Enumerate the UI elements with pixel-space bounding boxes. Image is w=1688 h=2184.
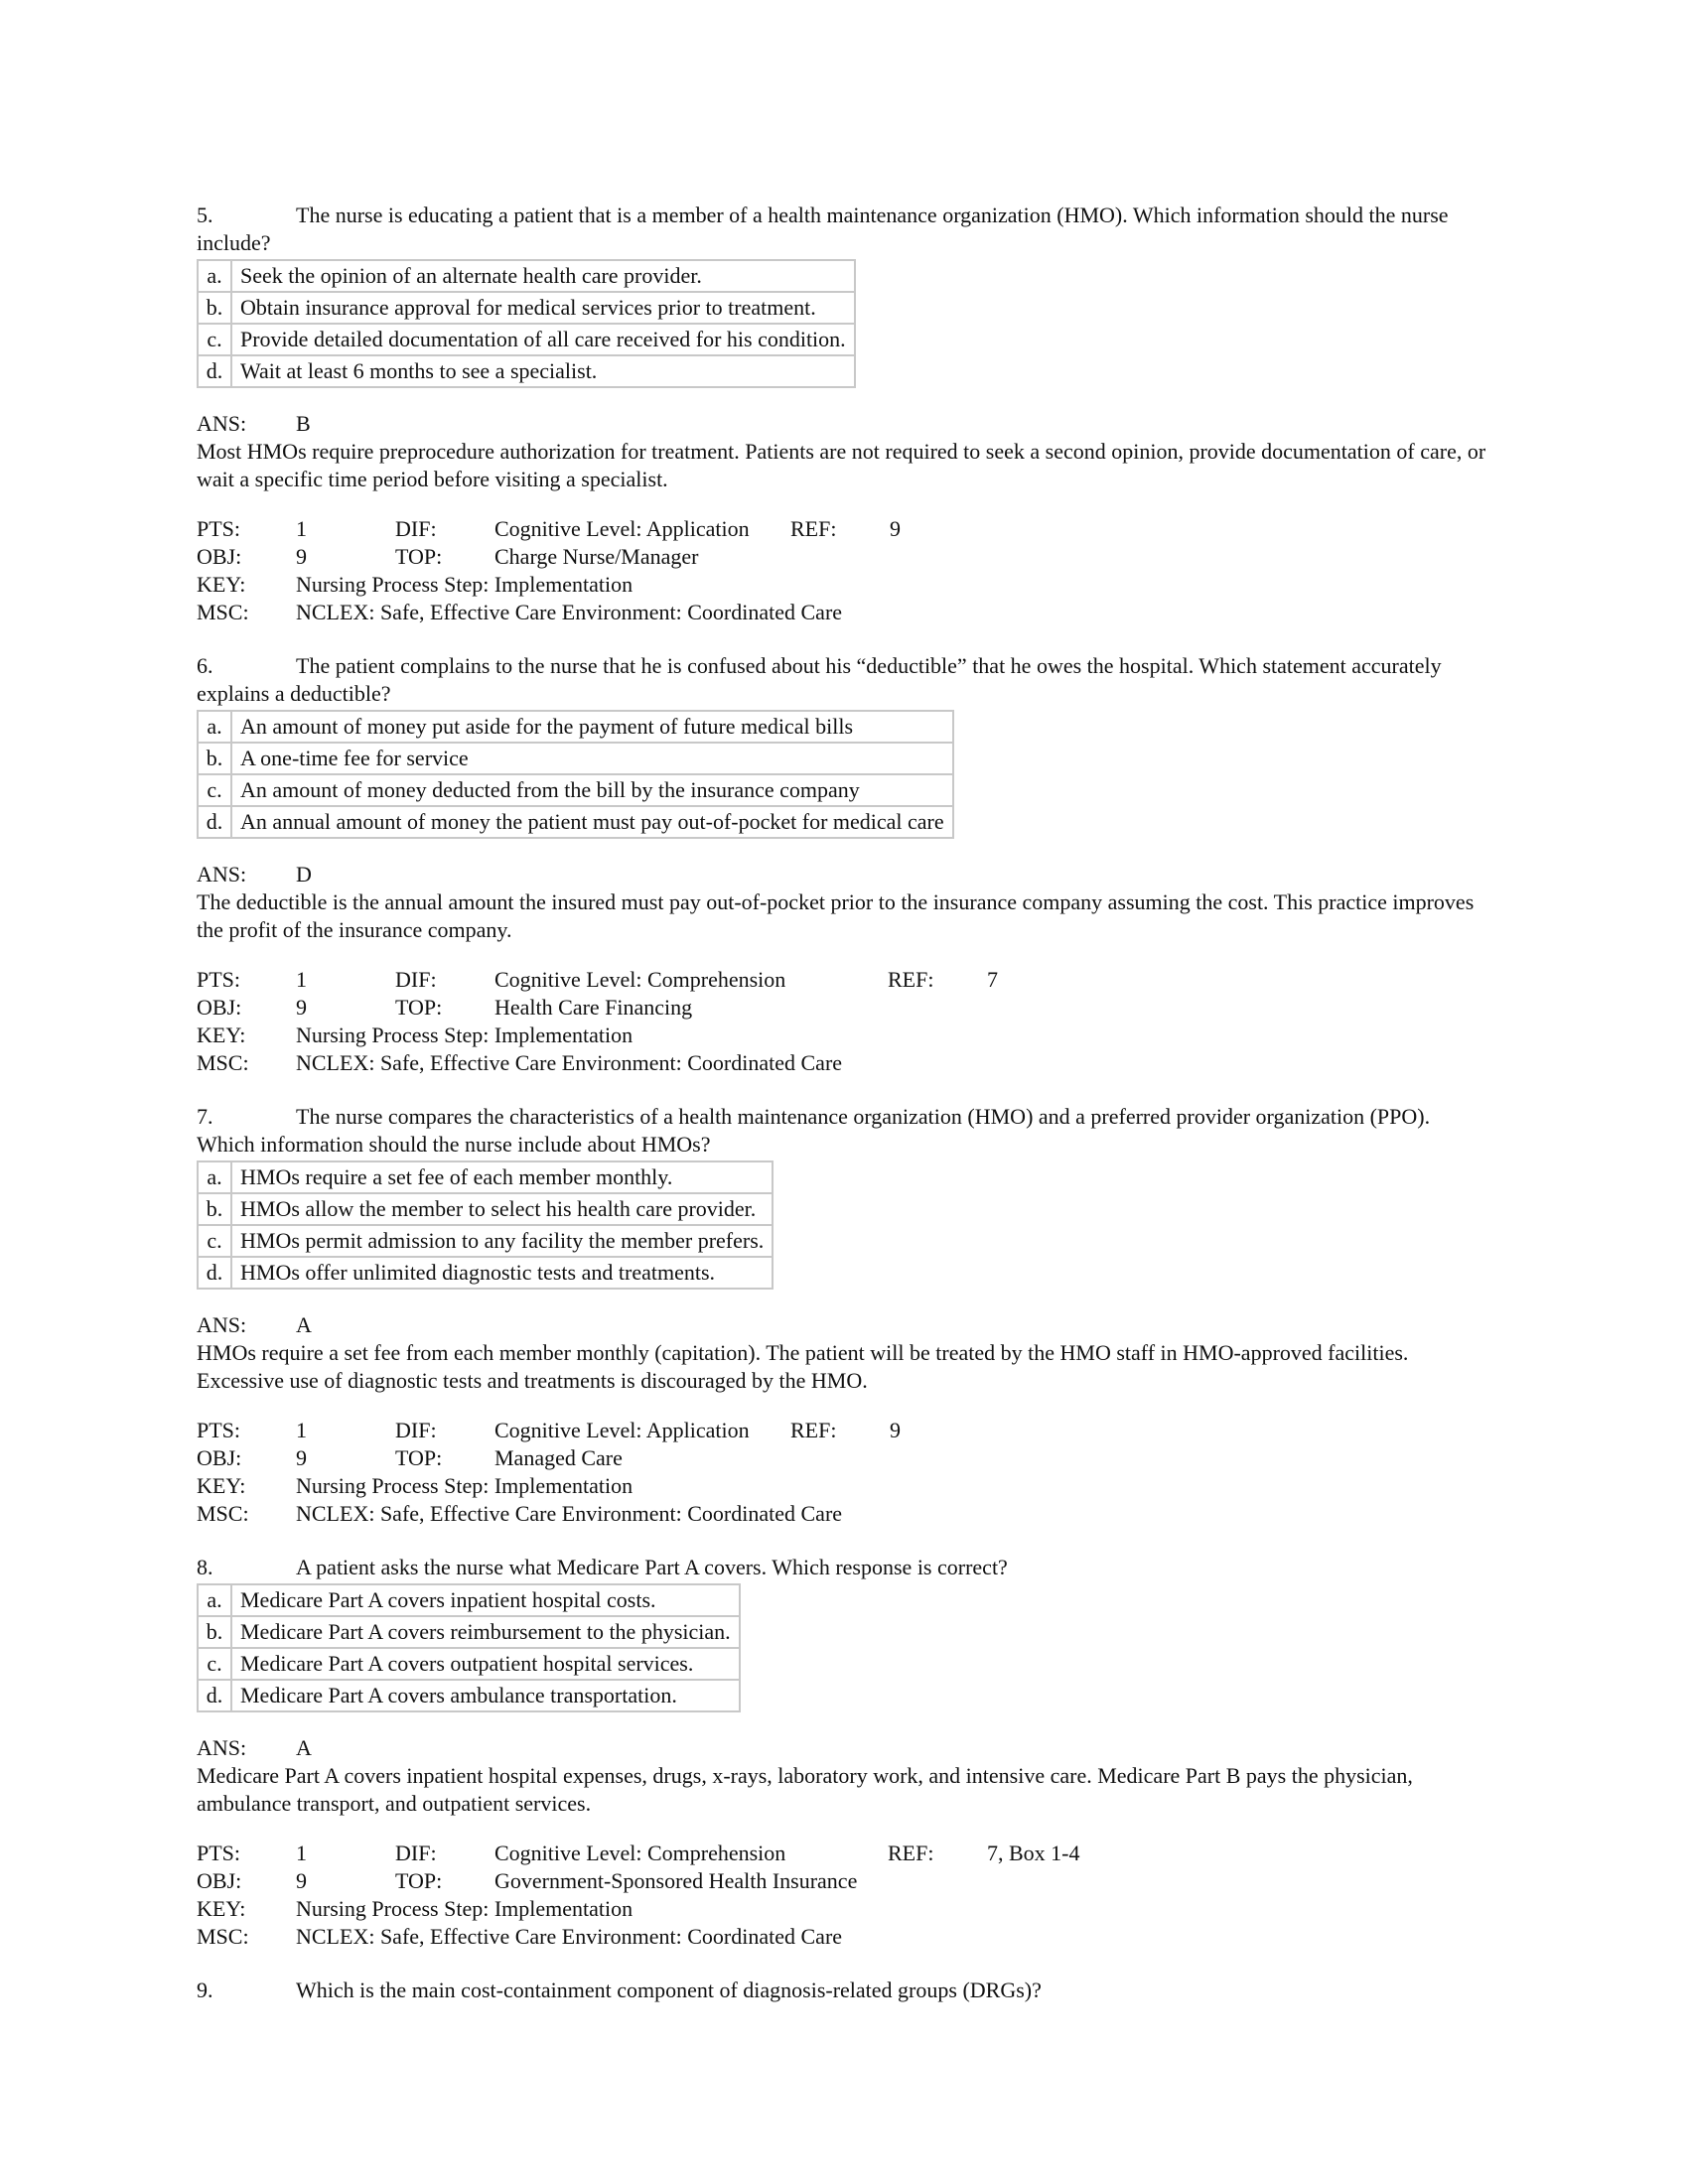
answer-letter: B bbox=[296, 411, 311, 436]
option-row bbox=[198, 1257, 773, 1289]
obj-value: 9 bbox=[296, 1868, 307, 1893]
ref-label: REF: bbox=[888, 967, 934, 992]
pts-value: 1 bbox=[296, 967, 307, 992]
question-7 bbox=[197, 1103, 1487, 1528]
dif-value: Cognitive Level: Comprehension bbox=[494, 967, 786, 992]
meta-row-obj bbox=[197, 1867, 1080, 1895]
obj-label: OBJ: bbox=[197, 1868, 242, 1893]
meta-row-key bbox=[197, 571, 901, 599]
dif-value: Cognitive Level: Application bbox=[494, 516, 750, 541]
rationale: The deductible is the annual amount the insured must pay out-of-pocket prior to the insurance company assuming the cost. This practice improves the profit of the insurance company. bbox=[197, 889, 1475, 942]
option-letter: c. bbox=[198, 774, 231, 806]
meta-row-obj bbox=[197, 994, 998, 1022]
pts-label: PTS: bbox=[197, 1418, 241, 1442]
top-value: Government-Sponsored Health Insurance bbox=[494, 1868, 858, 1893]
question-number: 7. bbox=[197, 1104, 213, 1129]
meta-row-key bbox=[197, 1472, 901, 1500]
pts-value: 1 bbox=[296, 1418, 307, 1442]
option-row bbox=[198, 1225, 773, 1257]
option-text: An amount of money deducted from the bill by the insurance company bbox=[231, 774, 953, 806]
msc-value: NCLEX: Safe, Effective Care Environment: Coordinated Care bbox=[296, 600, 843, 624]
meta-row-pts bbox=[197, 1840, 1080, 1867]
option-letter: b. bbox=[198, 743, 231, 774]
option-text: HMOs offer unlimited diagnostic tests and treatments. bbox=[231, 1257, 773, 1289]
meta-row-key bbox=[197, 1022, 998, 1049]
option-row bbox=[198, 324, 855, 355]
question-stem bbox=[197, 1103, 1487, 1159]
question-text: A patient asks the nurse what Medicare Part A covers. Which response is correct? bbox=[296, 1555, 1008, 1579]
ans-label: ANS: bbox=[197, 411, 247, 436]
key-label: KEY: bbox=[197, 1023, 246, 1047]
obj-value: 9 bbox=[296, 995, 307, 1020]
top-label: TOP: bbox=[395, 1445, 443, 1470]
answer-line bbox=[197, 861, 1487, 888]
rationale: HMOs require a set fee from each member monthly (capitation). The patient will be treated by the HMO staff in HMO-approved facilities. Excessive use of diagnostic tests and treatments is discouraged by the HMO. bbox=[197, 1340, 1409, 1393]
option-text: An annual amount of money the patient must pay out-of-pocket for medical care bbox=[231, 806, 953, 838]
option-row bbox=[198, 1648, 740, 1680]
question-text: The patient complains to the nurse that he is confused about his “deductible” that he owes the hospital. Which statement accurately explains a deductible? bbox=[197, 653, 1442, 706]
meta-row-key bbox=[197, 1895, 1080, 1923]
option-text: Medicare Part A covers inpatient hospital costs. bbox=[231, 1584, 740, 1616]
msc-value: NCLEX: Safe, Effective Care Environment: Coordinated Care bbox=[296, 1924, 843, 1949]
question-metadata bbox=[197, 966, 998, 1077]
meta-row-msc bbox=[197, 1923, 1080, 1951]
option-letter: d. bbox=[198, 355, 231, 387]
ref-label: REF: bbox=[790, 516, 837, 541]
msc-value: NCLEX: Safe, Effective Care Environment: Coordinated Care bbox=[296, 1050, 843, 1075]
ref-value: 9 bbox=[890, 1418, 901, 1442]
key-value: Nursing Process Step: Implementation bbox=[296, 572, 633, 597]
question-metadata bbox=[197, 515, 901, 626]
answer-options bbox=[197, 710, 954, 839]
option-letter: c. bbox=[198, 324, 231, 355]
option-letter: c. bbox=[198, 1225, 231, 1257]
option-letter: a. bbox=[198, 1161, 231, 1193]
meta-row-pts bbox=[197, 966, 998, 994]
msc-label: MSC: bbox=[197, 1050, 249, 1075]
question-8 bbox=[197, 1554, 1487, 1951]
option-text: Medicare Part A covers outpatient hospital services. bbox=[231, 1648, 740, 1680]
option-text: A one-time fee for service bbox=[231, 743, 953, 774]
question-text: Which is the main cost-containment component of diagnosis-related groups (DRGs)? bbox=[296, 1978, 1042, 2002]
rationale: Most HMOs require preprocedure authorization for treatment. Patients are not required to seek a second opinion, provide documentation of care, or wait a specific time period before visiting a specialist. bbox=[197, 439, 1486, 491]
ref-value: 7, Box 1-4 bbox=[987, 1841, 1080, 1865]
question-stem bbox=[197, 652, 1487, 708]
option-row bbox=[198, 1680, 740, 1711]
ans-label: ANS: bbox=[197, 1312, 247, 1337]
obj-label: OBJ: bbox=[197, 544, 242, 569]
option-letter: c. bbox=[198, 1648, 231, 1680]
key-label: KEY: bbox=[197, 572, 246, 597]
option-letter: a. bbox=[198, 260, 231, 292]
option-letter: b. bbox=[198, 1193, 231, 1225]
question-metadata bbox=[197, 1417, 901, 1528]
option-row bbox=[198, 774, 953, 806]
meta-row-pts bbox=[197, 515, 901, 543]
answer-letter: A bbox=[296, 1735, 312, 1760]
option-row bbox=[198, 1193, 773, 1225]
option-row bbox=[198, 260, 855, 292]
dif-value: Cognitive Level: Application bbox=[494, 1418, 750, 1442]
option-letter: b. bbox=[198, 292, 231, 324]
pts-value: 1 bbox=[296, 516, 307, 541]
pts-label: PTS: bbox=[197, 516, 241, 541]
meta-row-msc bbox=[197, 1049, 998, 1077]
top-label: TOP: bbox=[395, 544, 443, 569]
option-row bbox=[198, 1616, 740, 1648]
meta-row-pts bbox=[197, 1417, 901, 1444]
obj-value: 9 bbox=[296, 1445, 307, 1470]
top-value: Charge Nurse/Manager bbox=[494, 544, 699, 569]
obj-label: OBJ: bbox=[197, 995, 242, 1020]
obj-value: 9 bbox=[296, 544, 307, 569]
question-number: 6. bbox=[197, 653, 213, 678]
option-text: Wait at least 6 months to see a specialist. bbox=[231, 355, 855, 387]
option-letter: a. bbox=[198, 1584, 231, 1616]
dif-value: Cognitive Level: Comprehension bbox=[494, 1841, 786, 1865]
answer-line bbox=[197, 410, 1487, 438]
option-text: Medicare Part A covers reimbursement to the physician. bbox=[231, 1616, 740, 1648]
option-row bbox=[198, 355, 855, 387]
option-text: An amount of money put aside for the payment of future medical bills bbox=[231, 711, 953, 743]
question-text: The nurse is educating a patient that is a member of a health maintenance organization (HMO). Which information should the nurse include? bbox=[197, 203, 1449, 255]
ref-value: 9 bbox=[890, 516, 901, 541]
ref-value: 7 bbox=[987, 967, 998, 992]
question-stem bbox=[197, 1554, 1487, 1581]
ref-label: REF: bbox=[790, 1418, 837, 1442]
option-letter: b. bbox=[198, 1616, 231, 1648]
msc-label: MSC: bbox=[197, 1924, 249, 1949]
question-metadata bbox=[197, 1840, 1080, 1951]
option-row bbox=[198, 1584, 740, 1616]
msc-label: MSC: bbox=[197, 600, 249, 624]
option-text: Obtain insurance approval for medical services prior to treatment. bbox=[231, 292, 855, 324]
answer-options bbox=[197, 259, 856, 388]
option-letter: d. bbox=[198, 1257, 231, 1289]
meta-row-obj bbox=[197, 1444, 901, 1472]
question-5 bbox=[197, 202, 1487, 626]
option-text: Provide detailed documentation of all care received for his condition. bbox=[231, 324, 855, 355]
ans-label: ANS: bbox=[197, 862, 247, 887]
question-list bbox=[197, 202, 1487, 1951]
answer-letter: D bbox=[296, 862, 312, 887]
question-number: 5. bbox=[197, 203, 213, 227]
key-label: KEY: bbox=[197, 1473, 246, 1498]
rationale: Medicare Part A covers inpatient hospital expenses, drugs, x-rays, laboratory work, and intensive care. Medicare Part B pays the physician, ambulance transport, and outpatient services. bbox=[197, 1763, 1413, 1816]
pts-value: 1 bbox=[296, 1841, 307, 1865]
question-stem bbox=[197, 1977, 1487, 2004]
option-letter: a. bbox=[198, 711, 231, 743]
answer-line bbox=[197, 1311, 1487, 1339]
option-row bbox=[198, 292, 855, 324]
key-value: Nursing Process Step: Implementation bbox=[296, 1473, 633, 1498]
msc-label: MSC: bbox=[197, 1501, 249, 1526]
option-row bbox=[198, 711, 953, 743]
top-value: Managed Care bbox=[494, 1445, 623, 1470]
question-number: 8. bbox=[197, 1555, 213, 1579]
key-value: Nursing Process Step: Implementation bbox=[296, 1023, 633, 1047]
option-text: HMOs require a set fee of each member monthly. bbox=[231, 1161, 773, 1193]
dif-label: DIF: bbox=[395, 1841, 437, 1865]
option-row bbox=[198, 743, 953, 774]
obj-label: OBJ: bbox=[197, 1445, 242, 1470]
top-value: Health Care Financing bbox=[494, 995, 693, 1020]
option-text: HMOs allow the member to select his health care provider. bbox=[231, 1193, 773, 1225]
option-text: HMOs permit admission to any facility the member prefers. bbox=[231, 1225, 773, 1257]
answer-options bbox=[197, 1160, 774, 1290]
question-stem bbox=[197, 202, 1487, 257]
option-text: Medicare Part A covers ambulance transportation. bbox=[231, 1680, 740, 1711]
answer-line bbox=[197, 1734, 1487, 1762]
option-text: Seek the opinion of an alternate health care provider. bbox=[231, 260, 855, 292]
dif-label: DIF: bbox=[395, 1418, 437, 1442]
option-row bbox=[198, 806, 953, 838]
question-6 bbox=[197, 652, 1487, 1077]
top-label: TOP: bbox=[395, 1868, 443, 1893]
meta-row-msc bbox=[197, 1500, 901, 1528]
top-label: TOP: bbox=[395, 995, 443, 1020]
ref-label: REF: bbox=[888, 1841, 934, 1865]
pts-label: PTS: bbox=[197, 967, 241, 992]
test-bank-page bbox=[197, 202, 1487, 2030]
answer-letter: A bbox=[296, 1312, 312, 1337]
msc-value: NCLEX: Safe, Effective Care Environment: Coordinated Care bbox=[296, 1501, 843, 1526]
meta-row-obj bbox=[197, 543, 901, 571]
option-letter: d. bbox=[198, 806, 231, 838]
key-value: Nursing Process Step: Implementation bbox=[296, 1896, 633, 1921]
ans-label: ANS: bbox=[197, 1735, 247, 1760]
option-row bbox=[198, 1161, 773, 1193]
question-9 bbox=[197, 1977, 1487, 2004]
pts-label: PTS: bbox=[197, 1841, 241, 1865]
option-letter: d. bbox=[198, 1680, 231, 1711]
dif-label: DIF: bbox=[395, 967, 437, 992]
meta-row-msc bbox=[197, 599, 901, 626]
dif-label: DIF: bbox=[395, 516, 437, 541]
question-text: The nurse compares the characteristics of a health maintenance organization (HMO) and a preferred provider organization (PPO). Which information should the nurse include about HMOs? bbox=[197, 1104, 1431, 1157]
key-label: KEY: bbox=[197, 1896, 246, 1921]
answer-options bbox=[197, 1583, 741, 1712]
question-number: 9. bbox=[197, 1978, 213, 2002]
